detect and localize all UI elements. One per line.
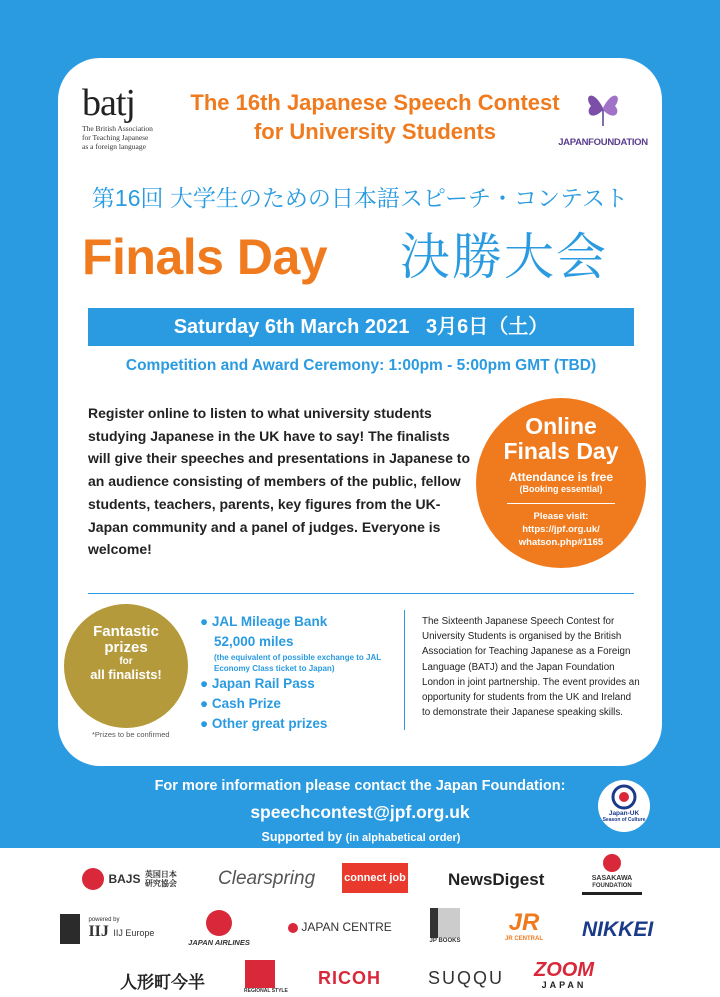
list-item: ● Cash Prize [200,696,281,711]
butterfly-icon [583,86,623,128]
batj-subtitle: The British Association for Teaching Japanese as a foreign language [82,124,153,151]
supported-by: Supported by (in alphabetical order) [261,830,461,844]
japan-centre-logo: JAPAN CENTRE [288,920,392,934]
suqqu-logo: SUQQU [428,968,505,988]
finals-day-heading: Finals Day [82,229,328,285]
zoom-japan-logo: ZOOM JAPAN [534,959,594,990]
contest-title: The 16th Japanese Speech Contest for University Students [190,90,560,144]
contact-email-link[interactable]: speechcontest@jpf.org.uk [250,802,470,822]
jal-crane-icon [206,910,232,936]
online-finals-badge: Online Finals Day Attendance is free (Booking essential) Please visit: https://jpf.org.uk/ whatson.php#1165 [476,398,646,568]
jal-logo: JAPAN AIRLINES [182,910,256,947]
organiser-text: The Sixteenth Japanese Speech Contest for University Students is organised by the British Association for Teaching Japanese as a Foreign Language (BATJ) and the Japan Foundation London in joint partnership. The event provides an opportunity for students from the UK and Ireland to demonstrate their Japanese speaking skills. [422,616,640,719]
prizes-badge: Fantastic prizes for all finalists! [64,604,188,728]
description-text: Register online to listen to what university students studying Japanese in the UK have to say! The finalists will give their speeches and presentations in Japanese to an audience consisting of members of the public, fellow students, teachers, parents, key figures from the UK-Japan community and a panel of judges. Everyone is welcome! [88,405,471,558]
jr-central-logo: JR JR CENTRAL [504,909,543,942]
finals-day-japanese: 決勝大会 [400,229,608,285]
jp-books-logo: JP BOOKS [426,908,464,944]
nikkei-logo: NIKKEI [582,918,654,941]
badge-divider [507,503,615,504]
bajs-logo: BAJS 英国日本研究協会 [82,868,177,890]
imahan-logo: 人形町今半 [120,973,205,992]
red-dot-icon [288,923,298,933]
japan-uk-logo: Japan-UK Season of Culture [598,780,650,832]
list-item: ● Japan Rail Pass [200,676,315,691]
list-item: ● Other great prizes [200,716,328,731]
batj-wordmark: batj [82,82,135,124]
japan-travel-sim-icon [60,914,80,944]
section-divider [88,593,634,594]
list-item: ● JAL Mileage Bank [200,614,328,629]
clearspring-logo: Clearspring [218,868,316,889]
japan-uk-emblem-icon [611,784,637,810]
newsdigest-logo: NewsDigest [448,870,545,889]
booking-link[interactable]: https://jpf.org.uk/ whatson.php#1165 [518,524,604,548]
bajs-emblem-icon [82,868,104,890]
batj-logo [82,84,172,151]
rising-sun-icon [603,854,621,872]
title-japanese: 第16回 大学生のための日本語スピーチ・コンテスト [91,185,629,211]
prize-note: *Prizes to be confirmed [92,730,170,739]
regional-style-logo: REGIONAL STYLE [244,960,276,994]
sponsor-logos [0,848,720,997]
iij-logo: powered by IIJ IIJ Europe [60,914,154,944]
sasakawa-logo: SASAKAWA FOUNDATION [582,854,642,895]
book-icon [430,908,460,938]
ricoh-logo: RICOH [318,968,381,988]
column-divider [404,610,405,730]
prize-list: ● JAL Mileage Bank 52,000 miles (the equivalent of possible exchange to JAL Economy Class ticket to Japan) ● Japan Rail Pass ● Cash Prize ● Other great prizes [200,612,400,734]
competition-time: Competition and Award Ceremony: 1:00pm - 5:00pm GMT (TBD) [125,357,597,374]
contact-section: For more information please contact the Japan Foundation: speechcontest@jpf.org.uk [0,776,720,824]
date-banner: Saturday 6th March 2021 3月6日（土） [88,308,634,346]
japan-foundation-logo: JAPANFOUNDATION [558,86,648,148]
regional-style-icon [245,960,275,988]
connect-job-logo: connect job [342,863,408,893]
